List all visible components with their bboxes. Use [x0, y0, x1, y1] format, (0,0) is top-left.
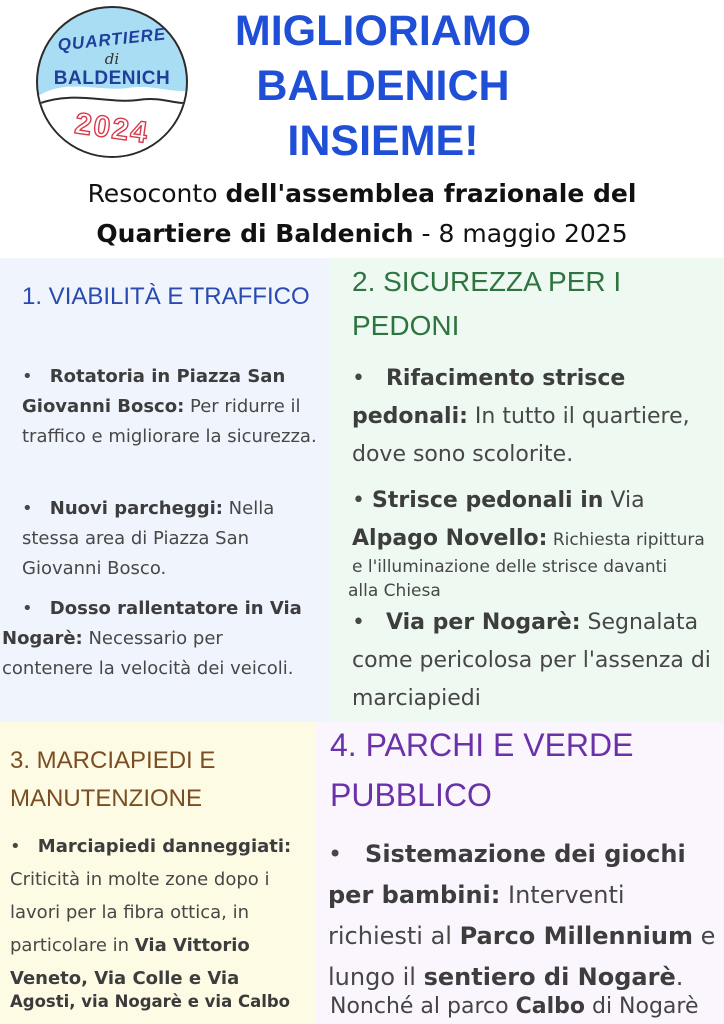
- subtitle-part-a: Resoconto: [87, 179, 226, 208]
- section-2-item-3: [352, 604, 718, 718]
- path-name: sentiero di Nogarè: [423, 963, 676, 991]
- bullet-icon: •: [352, 610, 386, 635]
- item-bold: Alpago Novello:: [352, 526, 548, 551]
- section-3-heading: 3. MARCIAPIEDI E MANUTENZIONE: [10, 747, 216, 812]
- item-text: Criticità in molte zone dopo i lavori per la fibra ottica, in particolare in: [10, 869, 270, 956]
- logo-text-year: 2024: [72, 106, 152, 151]
- item-bold: Nuovi parcheggi:: [49, 498, 223, 519]
- bullet-icon: •: [10, 836, 38, 857]
- title-line-2: BALDENICH: [256, 62, 510, 110]
- item-note: Richiesta ripittura: [547, 530, 705, 550]
- section-1-item-2: [22, 494, 318, 584]
- section-1-item-3-rest: [2, 624, 302, 684]
- section-2-item-2-line-1: [352, 482, 722, 520]
- bullet-icon: •: [22, 498, 50, 519]
- item-text-end: di Nogarè: [584, 994, 699, 1019]
- subtitle-part-d: - 8 maggio 2025: [413, 219, 628, 248]
- park-name: Parco Millennium: [459, 922, 693, 950]
- section-2-item-2-line-3: e l'illuminazione delle strisce davanti: [352, 557, 668, 577]
- item-text: Nonché al parco: [330, 994, 516, 1019]
- item-bold: Sistemazione dei giochi per bambini:: [328, 840, 686, 909]
- item-bold-streets: Via Vittorio Veneto, Via Colle e Via: [10, 935, 250, 989]
- subtitle-part-b: dell'assemblea frazionale del: [225, 179, 637, 208]
- item-text-3: .: [675, 963, 684, 991]
- item-text: Via: [603, 488, 645, 513]
- section-viabilita: [0, 258, 330, 722]
- subtitle-part-c: Quartiere di Baldenich: [96, 219, 414, 248]
- section-2-item-2-line-2: [352, 520, 724, 558]
- section-4-item-2: [330, 992, 722, 1022]
- section-4-item-1: [328, 834, 720, 998]
- section-1-heading: 1. VIABILITÀ E TRAFFICO: [22, 283, 310, 310]
- section-marciapiedi: [0, 722, 316, 1024]
- item-text-2: e lungo il: [328, 922, 716, 991]
- item-text: Necessario per contenere la velocità dei veicoli.: [2, 628, 294, 679]
- logo-text-quartiere: QUARTIERE: [56, 24, 168, 55]
- item-bold: Dosso rallentatore in Via: [49, 598, 302, 619]
- page-title: [200, 4, 566, 169]
- item-bold: Via per Nogarè:: [385, 610, 581, 635]
- section-4-heading: 4. PARCHI E VERDE PUBBLICO: [330, 727, 634, 813]
- section-sicurezza-pedoni: [330, 258, 724, 722]
- section-3-item-1-last-line: Agosti, via Nogarè e via Calbo: [10, 992, 291, 1011]
- item-text: Interventi richiesti al: [328, 881, 625, 950]
- item-text: In tutto il quartiere, dove sono scolorite.: [352, 404, 690, 467]
- quartiere-logo: [36, 6, 188, 158]
- logo-text-baldenich: BALDENICH: [53, 68, 171, 89]
- section-2-heading: 2. SICUREZZA PER I PEDONI: [352, 266, 622, 341]
- bullet-icon: •: [328, 840, 366, 868]
- title-line-1: MIGLIORIAMO: [234, 7, 532, 55]
- item-bold: Nogarè:: [2, 628, 83, 649]
- section-parchi: [316, 722, 724, 1024]
- item-bold: Strisce pedonali in: [371, 488, 604, 513]
- bullet-icon: •: [22, 598, 50, 619]
- section-3-item-1: [10, 830, 312, 995]
- section-1-item-3-line-1: [22, 594, 318, 624]
- bullet-icon: •: [22, 366, 50, 387]
- bullet-icon: •: [352, 366, 386, 391]
- item-bold: Marciapiedi danneggiati:: [37, 836, 292, 857]
- section-2-item-2-line-4: alla Chiesa: [348, 581, 441, 601]
- item-bold: Rotatoria in Piazza San Giovanni Bosco:: [22, 366, 286, 417]
- page-subtitle: [0, 174, 724, 254]
- item-text: Segnalata come pericolosa per l'assenza di marciapiedi: [352, 610, 711, 711]
- park-calbo: Calbo: [515, 994, 585, 1019]
- section-2-item-1: [352, 360, 718, 474]
- title-line-3: INSIEME!: [287, 117, 479, 165]
- item-text: Per ridurre il traffico e migliorare la sicurezza.: [22, 396, 317, 447]
- bullet-icon: •: [352, 488, 372, 513]
- section-1-item-1: [22, 362, 318, 452]
- item-text: Nella stessa area di Piazza San Giovanni Bosco.: [22, 498, 275, 579]
- item-bold: Rifacimento strisce pedonali:: [352, 366, 626, 429]
- logo-text-di: di: [104, 50, 120, 68]
